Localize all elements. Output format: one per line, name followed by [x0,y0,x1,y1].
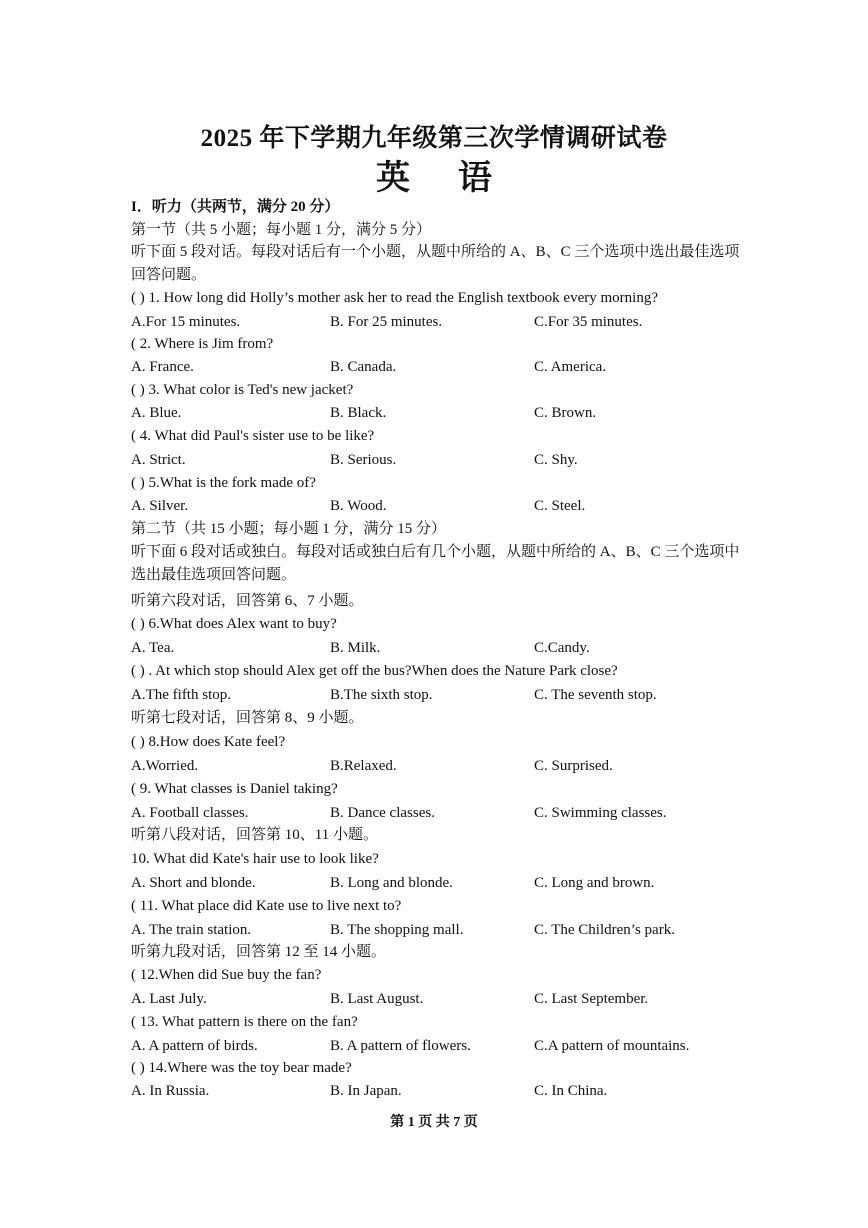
q2-option-b: B. Canada. [330,359,397,375]
part2-instruction: 听下面 6 段对话或独白。每段对话或独白后有几个小题，从题中所给的 A、B、C 三个选项中选出最佳选项回答问题。 [131,544,740,583]
question-9: ( 9. What classes is Daniel taking? [131,781,338,797]
q8-option-a: A.Worried. [131,758,199,774]
part1-heading: 第一节（共 5 小题；每小题 1 分，满分 5 分） [131,222,432,238]
question-10: 10. What did Kate's hair use to look like? [131,851,379,867]
q14-option-c: C. In China. [534,1083,608,1099]
group-7-heading: 听第七段对话，回答第 8、9 小题。 [131,710,364,726]
q14-option-a: A. In Russia. [131,1083,210,1099]
q3-option-b: B. Black. [330,405,387,421]
q5-option-c: C. Steel. [534,498,586,514]
group-6-heading: 听第六段对话，回答第 6、7 小题。 [131,593,364,609]
section-heading-listening: I．听力（共两节，满分 20 分） [131,199,340,215]
q9-option-c: C. Swimming classes. [534,805,667,821]
q3-option-c: C. Brown. [534,405,597,421]
question-8: ( ) 8.How does Kate feel? [131,734,286,750]
question-2: ( 2. Where is Jim from? [131,336,274,352]
q10-option-b: B. Long and blonde. [330,875,453,891]
q14-option-b: B. In Japan. [330,1083,402,1099]
q12-option-c: C. Last September. [534,991,649,1007]
q7-option-c: C. The seventh stop. [534,687,657,703]
q7-option-b: B.The sixth stop. [330,687,433,703]
q10-option-c: C. Long and brown. [534,875,655,891]
q4-option-a: A. Strict. [131,452,186,468]
q4-option-c: C. Shy. [534,452,578,468]
q4-option-b: B. Serious. [330,452,397,468]
q6-option-b: B. Milk. [330,640,381,656]
q2-option-a: A. France. [131,359,194,375]
question-4: ( 4. What did Paul's sister use to be like? [131,428,375,444]
q9-option-a: A. Football classes. [131,805,249,821]
q13-option-b: B. A pattern of flowers. [330,1038,471,1054]
q7-option-a: A.The fifth stop. [131,687,231,703]
q10-option-a: A. Short and blonde. [131,875,256,891]
q6-option-a: A. Tea. [131,640,175,656]
question-11: ( 11. What place did Kate use to live next to? [131,898,402,914]
part2-heading: 第二节（共 15 小题；每小题 1 分，满分 15 分） [131,521,447,537]
q12-option-a: A. Last July. [131,991,207,1007]
page-number: 第 1 页 共 7 页 [390,1115,478,1130]
q13-option-c: C.A pattern of mountains. [534,1038,690,1054]
q6-option-c: C.Candy. [534,640,590,656]
q3-option-a: A. Blue. [131,405,182,421]
question-5: ( ) 5.What is the fork made of? [131,475,316,491]
question-13: ( 13. What pattern is there on the fan? [131,1014,358,1030]
question-3: ( ) 3. What color is Ted's new jacket? [131,382,354,398]
question-1: ( ) 1. How long did Holly’s mother ask her to read the English textbook every morning? [131,290,658,306]
q1-option-c: C.For 35 minutes. [534,314,643,330]
q9-option-b: B. Dance classes. [330,805,435,821]
group-9-heading: 听第九段对话，回答第 12 至 14 小题。 [131,944,387,960]
q11-option-c: C. The Children’s park. [534,922,675,938]
exam-title: 2025 年下学期九年级第三次学情调研试卷 [200,125,668,152]
q11-option-a: A. The train station. [131,922,252,938]
q1-option-a: A.For 15 minutes. [131,314,241,330]
q11-option-b: B. The shopping mall. [330,922,464,938]
q2-option-c: C. America. [534,359,607,375]
question-14: ( ) 14.Where was the toy bear made? [131,1060,352,1076]
q13-option-a: A. A pattern of birds. [131,1038,258,1054]
question-12: ( 12.When did Sue buy the fan? [131,967,322,983]
question-7: ( ) . At which stop should Alex get off the bus?When does the Nature Park close? [131,663,618,679]
q12-option-b: B. Last August. [330,991,424,1007]
q1-option-b: B. For 25 minutes. [330,314,443,330]
q5-option-b: B. Wood. [330,498,387,514]
subject-title: 英语 [376,160,540,197]
q5-option-a: A. Silver. [131,498,189,514]
question-6: ( ) 6.What does Alex want to buy? [131,616,337,632]
q8-option-b: B.Relaxed. [330,758,397,774]
q8-option-c: C. Surprised. [534,758,613,774]
group-8-heading: 听第八段对话，回答第 10、11 小题。 [131,827,378,843]
part1-instruction: 听下面 5 段对话。每段对话后有一个小题，从题中所给的 A、B、C 三个选项中选出最佳选项回答问题。 [131,244,740,283]
